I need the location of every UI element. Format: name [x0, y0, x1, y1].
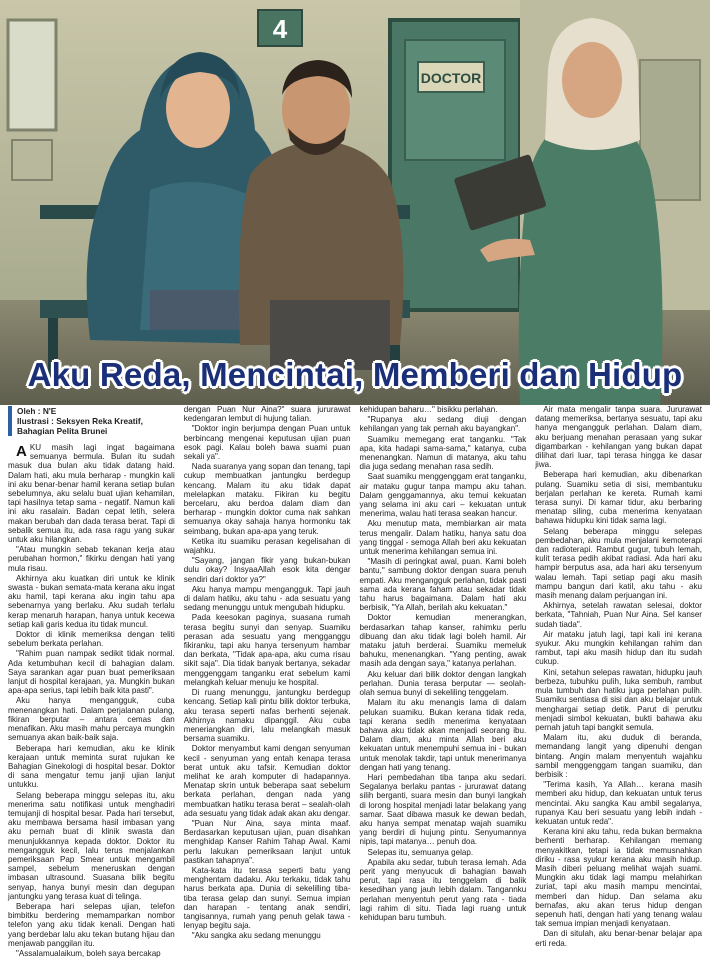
article-column-1 [8, 405, 175, 958]
room-number: 4 [272, 14, 288, 44]
paragraph: Akhirnya, setelah rawatan selesai, doktor berkata, "Tahniah, Puan Nur Aina. Sel kanser sudah tiada". [535, 601, 702, 629]
wall-board [8, 20, 56, 130]
outlet-credit: Bahagian Pelita Brunei [17, 426, 108, 436]
paragraph: Doktor kemudian menerangkan, berdasarkan tahap kanser, rahimku perlu dibuang dan aku tidak lagi boleh hamil. Air mataku jatuh berderai. Suamiku memeluk bahuku, menenangkan. "Yang penting, awak masih ada dengan saya," katanya perlahan. [359, 613, 527, 669]
paragraph: Beberapa hari selepas ujian, telefon bimbitku berdering memamparkan nombor telefon yang aku tidak kenali. Dengan hati yang berdebar lalu aku tekan butang hijau dan menjawab panggilan itu. [8, 901, 175, 948]
paragraph: kehidupan baharu…" bisikku perlahan. [359, 405, 498, 414]
paragraph: Dan di situlah, aku benar-benar belajar apa erti reda. [535, 929, 702, 948]
paragraph: Aku hanya mengangguk, cuba menenangkan hati. Dalam perjalanan pulang, fikiran berputar – antara cemas dan menafikan. Aku masih mahu percaya mungkin semuanya akan baik-baik saja. [8, 696, 175, 743]
paragraph: Malam itu, aku duduk di beranda, memandang langit yang dipenuhi dengan bintang. Angin malam menyentuh wajahku sambil menggenggam tangan suamiku, dan berbisik : [535, 733, 702, 779]
drop-cap: A [16, 443, 27, 460]
paragraph: "Rahim puan nampak sedikit tidak normal. Ada ketumbuhan kecil di bahagian dalam. Saya sarankan agar puan buat pemeriksaan lanjut di hospital kerajaan, ya. Mungkin bukan apa-apa serius, tapi lebih baik kita pasti". [8, 649, 175, 696]
paragraph: "Doktor ingin berjumpa dengan Puan untuk berbincang mengenai keputusan ujian puan esok pagi. Kalau boleh bawa suami puan sekali ya". [183, 424, 351, 462]
paragraph: KU masih lagi ingat bagaimana semuanya bermula. Bulan itu sudah masuk dua bulan aku tidak datang haid. Dalam hati, aku mula berharap - mungkin kali ini aku benar-benar hamil kerana setiap bulan sebelumnya, aku selalu buat ujian kehamilan, tapi hasilnya tetap sama - negatif. Namun kali ini aku rasalain. Badan cepat letih, selera makan berubah dan dada terasa berat. Tapi di sebalik semua itu, ada rasa ragu yang sukar untuk aku hilangkan. [8, 443, 175, 545]
story-illustration [0, 0, 710, 405]
paragraph: "Rupanya aku sedang diuji dengan kehilangan yang tak pernah aku bayangkan". [359, 415, 527, 434]
paragraph: Pada keesokan paginya, suasana rumah terasa begitu sunyi dan senyap. Suamiku perasan ada sesuatu yang mengganggu fikiranku, tapi aku hanya tersenyum hambar dan berkata, "Tidak apa-apa, aku cuma risau sikit saja". Dia tidak banyak bertanya, sekadar menggenggam tanganku erat sebelum kami melangkah keluar menuju ke hospital. [183, 613, 351, 687]
byline: Oleh : N'E [17, 406, 57, 416]
paragraph: Beberapa hari kemudian, aku dibenarkan pulang. Suamiku setia di sisi, membantuku berjalan perlahan ke kereta. Rumah kami terasa sunyi. Di kamar tidur, aku berbaring menatap siling, cuba menerima kenyataan bahawa hidupku kini tidak sama lagi. [535, 470, 702, 526]
paragraph: Kini, setahun selepas rawatan, hidupku jauh berbeza, tubuhku pulih, luka sembuh, rambut mula tumbuh dan hatiku juga perlahan pulih. Suamiku sentiasa di sisi dan aku belajar untuk menghargai setiap detik. Parut di perutku menjadi simbol kekuatan, bukti bahawa aku pernah jatuh tapi bangkit semula. [535, 667, 702, 732]
paragraph: "Terima kasih, Ya Allah… kerana masih memberi aku hidup, dan kekuatan untuk terus mencintai. Aku sangka Kau ambil segalanya, rupanya Kau beri sesuatu yang lebih indah - kekuatan untuk reda". [535, 780, 702, 826]
article-column-2 [183, 405, 351, 941]
paragraph: dengan Puan Nur Aina?" suara jururawat kedengaran lembut di hujung talian. [183, 405, 351, 424]
paragraph: Suamiku memegang erat tanganku. "Tak apa, kita hadapi sama-sama," katanya, cuba menenangkan. Namun di matanya, aku tahu dia juga sedang menahan rasa sedih. [359, 434, 527, 472]
paragraph: Ketika itu suamiku perasan kegelisahan di wajahku. [183, 536, 351, 556]
paragraph: Air mataku jatuh lagi, tapi kali ini kerana syukur. Aku mungkin kehilangan rahim dan rambut, tapi aku masih hidup dan itu sudah cukup. [535, 629, 702, 667]
paragraph: Beberapa hari kemudian, aku ke klinik kerajaan untuk meminta surat rujukan ke Bahagian Ginekologi di hospital besar. Doktor di sana mengatur temu janji ujian lanjut untukku. [8, 743, 175, 790]
paragraph: Akhirnya aku kuatkan diri untuk ke klinik swasta - bukan semata-mata kerana aku ingat aku hamil, tapi kerana aku ingin tahu apa sebenarnya yang berlaku. Aku sudah terlalu kerap menaruh harapan, hanya untuk kecewa setiap kali garis kedua itu tidak muncul. [8, 573, 175, 629]
article-column-4 [535, 405, 702, 948]
illustrator-credit: Ilustrasi : Seksyen Reka Kreatif, [17, 416, 143, 426]
paragraph: "Atau mungkin sebab tekanan kerja atau perubahan hormon," fikirku dengan hati yang mula risau. [8, 545, 175, 573]
paragraph: "Masih di peringkat awal, puan. Kami boleh bantu," sambung doktor dengan suara penuh empati. Aku mengangguk perlahan, tidak pasti sama ada kerana faham atau sekadar tidak tahu harus bagaimana. Dalam hati aku berbisik, "Ya Allah, berilah aku kekuatan." [359, 557, 527, 613]
paragraph: Malam itu aku menangis lama di dalam pelukan suamiku. Bukan kerana tidak reda, tapi kerana sedih menerima kenyataan bahawa aku tidak akan menjadi seorang ibu. Dalam diam, aku minta Allah beri aku kekuatan untuk menempuhi semua ini - bukan untuk menolak takdir, tapi untuk menerimanya dengan hati yang tenang. [359, 698, 527, 772]
paragraph: Selang beberapa minggu selepas itu, aku menerima satu notifikasi untuk menghadiri temujanji di hospital besar. Pada hari tersebut, aku membawa bersama hasil imbasan yang aku pernah buat di klinik swasta dan menunjukkannya kepada doktor. Doktor itu mengangguk kecil, lalu terus menjalankan pemeriksaan Pap Smear untuk mengambil sampel, sebelum meneruskan dengan imbasan ultrasound. Suasana bilik begitu senyap, hanya bunyi mesin dan degupan jantungku yang terasa kuat di telinga. [8, 790, 175, 901]
paragraph: Nada suaranya yang sopan dan tenang, tapi cukup membuatkan jantungku berdegup kencang. Malam itu aku tidak dapat melelapkan mataku. Fikiran ku begitu bercelaru, aku berdoa dalam diam dan berharap - mungkin doktor cuma nak sahkan semuanya okay sahaja hanya hormonku tak seimbang, bukan apa-apa yang teruk. [183, 462, 351, 536]
paragraph: Aku keluar dari bilik doktor dengan langkah perlahan. Dunia terasa berputar — seolah-olah semua bunyi di sekeliling tenggelam. [359, 669, 527, 698]
article-credits [8, 406, 175, 436]
paragraph: Selang beberapa minggu selepas pembedahan, aku mula menjalani kemoterapi dan radioterapi. Rambut gugur, tubuh lemah, kulit terasa pedih akibat radiasi. Ada hari aku hampir berputus asa, ada hari aku tersenyum walau lemah. Tapi setiap pagi aku masih mampu bangun dari katil, aku tahu - aku masih menang dalam perjuangan ini. [535, 526, 702, 601]
paragraph: Hari pembedahan tiba tanpa aku sedari. Segalanya berlaku pantas - jururawat datang silih berganti, suara mesin dan bunyi langkah di lorong hospital menjadi latar belakang yang samar. Saat dibawa masuk ke dewan bedah, aku hanya sempat menatap wajah suamiku yang berdiri di hujung pintu. Senyumannya nipis, tapi matanya… penuh doa. [359, 772, 527, 847]
article-headline: Aku Reda, Mencintai, Memberi dan Hidup [27, 356, 683, 393]
paragraph: "Assalamualaikum, boleh saya bercakap [16, 948, 161, 958]
paragraph: Doktor menyambut kami dengan senyuman kecil - senyuman yang entah kenapa terasa berat untuk aku tafsir. Kemudian doktor melihat ke arah komputer di hadapannya. Menatap skrin untuk beberapa saat sebelum berkata perlahan, dengan nada yang membuatkan hatiku terasa berat – sealah-olah ada sesuatu yang tidak adak akan aku dengar. [183, 744, 351, 818]
paragraph: Kerana kini aku tahu, reda bukan bermakna berhenti berharap. Kehilangan memang menyakitkan, tetapi ia tidak memusnahkan diriku - rasa syukur kerana aku masih hidup. Masih diberi peluang melihat wajah suami. Mungkin aku tidak lagi mampu melahirkan zuriat, tapi aku masih mampu mencintai, memberi dan hidup. Dan selama aku bernafas, aku akan terus hidup dengan sepenuh hati, dengan hati yang tenang walau tak semua impian menjadi kenyataan. [535, 827, 702, 929]
paragraph: "Aku sangka aku sedang menunggu [191, 931, 321, 941]
paragraph: Kata-kata itu terasa seperti batu yang menghentam dadaku. Aku terkaku, tidak tahu harus berkata apa. Dunia di sekelilling tiba-tiba terasa gelap dan sunyi. Semua impian dan harapan - tentang anak sendiri, tangisannya, rumah yang penuh gelak tawa - lenyap begitu saja. [183, 865, 351, 931]
paragraph: Aku hanya mampu mengangguk. Tapi jauh di dalam hatiku, aku tahu - ada sesuatu yang sedang menunggu untuk mengubah hidupku. [183, 584, 351, 613]
doctor-sign-text: DOCTOR [420, 70, 482, 86]
paragraph: Aku menutup mata, membiarkan air mata terus mengalir. Dalam hatiku, hanya satu doa yang tinggal - semoga Allah beri aku kekuatan untuk menerima kehilangan semua ini. [359, 519, 527, 557]
paragraph: Doktor di klinik memeriksa dengan teliti sebelum berkata perlahan. [8, 630, 175, 649]
paragraph: Air mata mengalir tanpa suara. Jururawat datang memeriksa, bertanya sesuatu, tapi aku hanya mengangguk perlahan. Dalam diam, aku berjuang menahan perasaan yang sukar digambarkan - kehilangan yang bukan dapat dilihat dari luar, tapi terasa hingga ke dasar jiwa. [535, 405, 702, 470]
paragraph: "Puan Nur Aina, saya minta maaf. Berdasarkan keputusan ujian, puan disahkan menghidap Kanser Rahim Tahap Awal. Kami perlu lakukan pemeriksaan lanjut untuk pastikan tahapnya". [183, 818, 351, 865]
paragraph: Saat suamiku menggenggam erat tanganku, air mataku gugur tanpa mampu aku tahan. Dalam genggamannya, aku temui kekuatan yang selama ini aku cari – kekuatan untuk menerima, walau hati terasa seakan hancur. [359, 472, 527, 519]
paragraph: Apabila aku sedar, tubuh terasa lemah. Ada perit yang menyucuk di bahagian bawah perut, tapi rasa itu tenggelam di balik kesedihan yang jauh lebih dalam. Tangannku perlahan menyentuh perut yang rata - tiada lagi rahim di situ. Tiada lagi ruang untuk kehidupan baru tumbuh. [359, 857, 527, 922]
article-body [8, 405, 702, 958]
paragraph: Di ruang menunggu, jantungku berdegup kencang. Setiap kali pintu bilik doktor terbuka, aku terasa seperti nafas berhenti sejenak. Akhirnya namaku dipanggil. Aku cuba meneriangkan diri, lalu melangkah masuk bersama suamiku. [183, 688, 351, 744]
article-column-3 [360, 405, 527, 937]
paragraph: "Sayang, jangan fikir yang bukan-bukan dulu okay? InsyaaAllah esok kita dengar sendiri dari doktor ya?" [183, 556, 351, 584]
paragraph: Selepas itu, semuanya gelap. [367, 847, 474, 857]
hospital-scene-illustration [0, 0, 710, 405]
